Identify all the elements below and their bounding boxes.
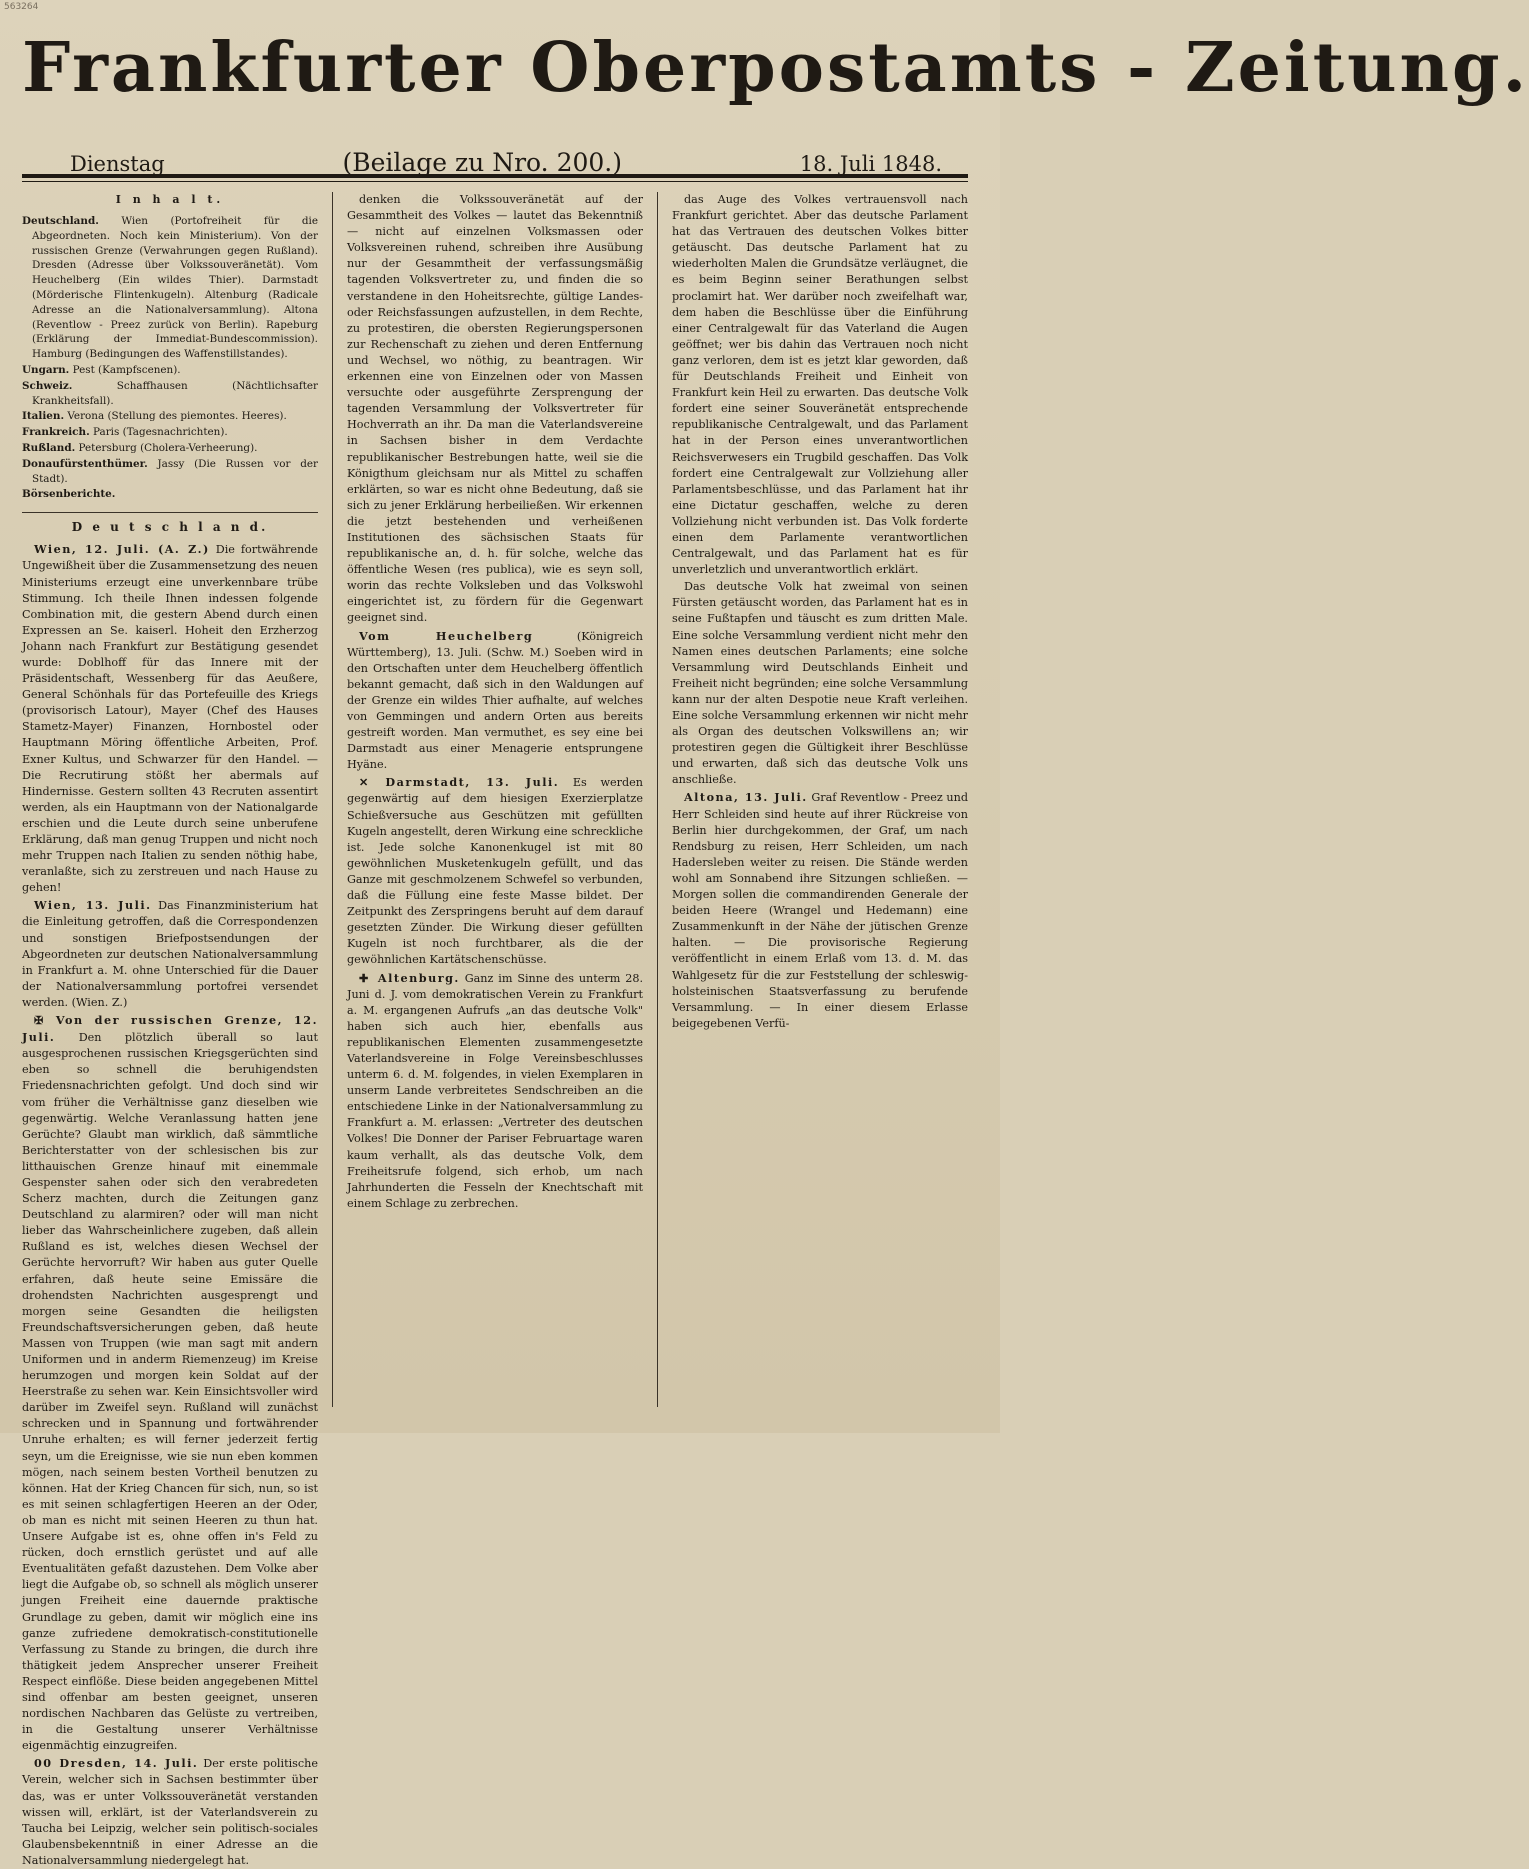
contents-list [22,214,318,502]
article-dateline: Wien, 12. Juli. (A. Z.) [34,542,210,557]
column-2 [347,192,643,1407]
contents-category: Rußland. [22,442,76,455]
article-paragraph [672,192,968,578]
column-3-articles [672,192,968,1032]
article-paragraph [22,1755,318,1869]
article-text: (Königreich Württemberg), 13. Juli. (Schw. M.) Soeben wird in den Ortschaften unter dem Heuchelberg öffentlich bekannt gemacht, daß sich in den Waldungen auf der Grenze ein wildes Thier aufhalte, auf welches von Gemmingen und andern Orten aus bereits gestreift worden. Man vermuthet, es sey eine bei Darmstadt aus einer Menagerie entsprungene Hyäne. [347,629,644,772]
contents-entry [22,425,318,440]
contents-text: Pest (Kampfscenen). [69,364,181,377]
contents-text: Wien (Portofreiheit für die Abgeordneten. Noch kein Ministerium). Von der russischen Grenze (Verwahrungen gegen Rußland). Dresden (Adresse über Volkssouveränetät). Vom Heuchelberg (Ein wildes Thier). Darmstadt (Mörderische Flintenkugeln). Altenburg (Radicale Adresse an die Nationalversammlung). Altona (Reventlow - Preez zurück von Berlin). Rapeburg (Erklärung der Immediat-Bundescommission). Hamburg (Bedingungen des Waffenstillstandes). [32,215,318,361]
article-text: Der erste politische Verein, welcher sich in Sachsen bestimmter über das, was er unter Volkssouveränetät verstanden wissen will, erklärt, ist der Vaterlandsverein zu Taucha bei Leipzig, welcher sein politisch-sociales Glaubensbekenntniß in einer Adresse an die Nationalversammlung niedergelegt hat. [22,1757,318,1867]
article-dateline: ✠ Von der russischen Grenze, 12. Juli. [22,1013,318,1045]
contents-box [22,192,318,502]
article-text: Ganz im Sinne des unterm 28. Juni d. J. vom demokratischen Verein zu Frankfurt a. M. ergangenen Aufrufs „an das deutsche Volk" haben sich auch hier, ebenfalls aus republikanischen Elementen zusammengesetzte Vaterlandsvereine in Folge Vereinsbeschlusses unterm 6. d. M. folgendes, in vielen Exemplaren in unserm Lande verbreitetes Sendschreiben an die entschiedene Linke in der Nationalversammlung zu Frankfurt a. M. erlassen: „Vertreter des deutschen Volkes! Die Donner der Pariser Februartage waren kaum verhallt, als das deutsche Volk, dem Freiheitsrufe folgend, sich erhob, um nach Jahrhunderten die Fesseln der Knechtschaft mit einem Schlage zu zerbrechen. [347,971,643,1210]
article-dateline: Vom Heuchelberg [359,628,534,643]
article-paragraph [672,789,968,1031]
contents-category: Frankreich. [22,426,90,439]
article-text: Das Finanzministerium hat die Einleitung getroffen, daß die Correspondenzen und sonstigen Briefpostsendungen der Abgeordneten zur deutschen Nationalversammlung in Frankfurt a. M. ohne Unterschied für die Dauer der Nationalversammlung portofrei versendet werden. (Wien. Z.) [22,899,318,1009]
article-paragraph [22,541,318,896]
article-paragraph [22,897,318,1011]
dateline [22,112,968,177]
issue-date: 18. Juli 1848. [799,152,942,176]
contents-entry [22,441,318,456]
contents-entry [22,487,318,502]
column-2-articles [347,192,643,1212]
contents-category: Börsenberichte. [22,488,116,501]
article-dateline: Wien, 13. Juli. [34,898,152,913]
section-divider [22,512,318,513]
column-1-articles [22,541,318,1869]
weekday: Dienstag [70,152,165,176]
article-paragraph [347,628,643,774]
contents-text: Schaffhausen (Nächtlichsafter Krankheitsfall). [32,379,318,407]
contents-text: Petersburg (Cholera-Verheerung). [75,442,258,455]
column-divider [332,192,333,1407]
contents-category: Deutschland. [22,215,99,228]
column-divider [657,192,658,1407]
article-dateline: 00 Dresden, 14. Juli. [34,1756,199,1771]
article-dateline: Altona, 13. Juli. [684,790,808,805]
contents-entry [22,379,318,409]
catalog-stamp: 563264 [4,2,39,12]
column-3 [672,192,968,1407]
article-paragraph [347,774,643,968]
contents-entry [22,457,318,487]
article-dateline: ✕ Darmstadt, 13. Juli. [359,775,560,790]
text-columns [22,192,969,1867]
contents-entry [22,214,318,362]
contents-category: Schweiz. [22,379,73,392]
contents-text: Verona (Stellung des piemontes. Heeres). [64,410,287,423]
article-text: Graf Reventlow - Preez und Herr Schleiden sind heute auf ihrer Rückreise von Berlin hier durchgekommen, der Graf, um nach Rendsburg zu reisen, Herr Schleiden, um nach Hadersleben weiter zu reisen. Die Stände werden wohl am Sonnabend ihre Sitzungen schließen. — Morgen sollen die commandirenden Generale der beiden Heere (Wrangel und Hedemann) eine Zusammenkunft in der Nähe der jütischen Grenze halten. — Die provisorische Regierung veröffentlicht in einem Erlaß vom 13. d. M. das Wahlgesetz für die zur Feststellung der schleswig-holsteinischen Staatsverfassung zu berufende Versammlung. — In einer diesem Erlasse beigegebenen Verfü- [672,791,969,1030]
column-1 [22,192,319,1867]
article-paragraph [672,579,968,788]
contents-category: Donaufürstenthümer. [22,457,148,470]
article-text: das Auge des Volkes vertrauensvoll nach Frankfurt gerichtet. Aber das deutsche Parlament hat das Vertrauen des deutschen Volkes bitter getäuscht. Das deutsche Parlament hat zu wiederholten Malen die Grundsätze verläugnet, die es beim Beginn seiner Berathungen selbst proclamirt hat. Wer darüber noch zweifelhaft war, dem haben die Beschlüsse über die Einführung einer Centralgewalt für das Vaterland die Augen geöffnet; wer bis dahin das Vertrauen noch nicht ganz verloren, dem ist es jetzt klar geworden, daß für Deutschlands Freiheit und Einheit von Frankfurt kein Heil zu erwarten. Das deutsche Volk fordert eine seiner Souveränetät entsprechende republikanische Centralgewalt, und das Parlament hat in der Person eines unverantwortlichen Reichsverwesers ein Trugbild geschaffen. Das Volk fordert eine Centralgewalt zur Vollziehung aller Parlamentsbeschlüsse, und das Parlament hat ihr eine Dictatur geschaffen, welche zu deren Vollziehung nicht verbunden ist. Das Volk forderte einen dem Parlamente verantwortlichen Centralgewalt, und das Parlament hat es für unverletzlich und unverantwortlich erklärt. [672,193,968,577]
contents-category: Italien. [22,410,65,423]
masthead: Frankfurter Oberpostamts - Zeitung. [22,28,1529,108]
contents-entry [22,409,318,424]
contents-heading: I n h a l t. [115,193,225,206]
contents-text: Jassy (Die Russen vor der Stadt). [32,457,318,485]
contents-entry [22,363,318,378]
contents-category: Ungarn. [22,364,70,377]
supplement-number: (Beilage zu Nro. 200.) [342,148,622,177]
article-text: Die fortwährende Ungewißheit über die Zusammensetzung des neuen Ministeriums erzeugt eine unverkennbare trübe Stimmung. Ich theile Ihnen indessen folgende Combination mit, die gestern Abend durch einen Expressen an Se. kaiserl. Hoheit den Erzherzog Johann nach Frankfurt zur Bestätigung gesendet wurde: Doblhoff für das Innere mit der Präsidentschaft, Wessenberg für das Aeußere, General Schönhals für das Portefeuille des Kriegs (provisorisch Latour), Mayer (Chef des Hauses Stametz-Mayer) Finanzen, Hornbostel oder Hauptmann Möring öffentliche Arbeiten, Prof. Exner Kultus, und Schwarzer für den Handel. — Die Recrutirung stößt her abermals auf Hindernisse. Gestern sollten 43 Recruten assentirt werden, als ein Hauptmann von der Nationalgarde erschien und die Leute durch seine unberufene Erklärung, daß man genug Truppen und nicht noch mehr Truppen nach Italien zu senden nöthig habe, veranlaßte, sich zu zerstreuen und nach Hause zu gehen! [22,543,319,895]
article-text: denken die Volkssouveränetät auf der Gesammtheit des Volkes — lautet das Bekenntniß — nicht auf einzelnen Volksmassen oder Volksvereinen ruhend, schreiben ihre Ausübung nur der Gesammtheit der verfassungsmäßig tagenden Volksvertreter zu, und finden die so verstandene in den Hoheitsrechte, gültige Landes- oder Reichsfassungen aufzustellen, in dem Rechte, zu protestiren, die obersten Regierungspersonen zur Rechenschaft zu ziehen und deren Entfernung und Wechsel, wo nöthig, zu beantragen. Wir erkennen eine von Einzelnen oder von Massen versuchte oder ausgeführte Zersprengung der tagenden Versammlung der Volksvertreter für Hochverrath an ihr. Da man die Vaterlandsvereine in Sachsen bisher in dem Verdachte republikanischer Bestrebungen hatte, weil sie die Königthum gleichsam nur als Mittel zu schaffen erklärten, so war es nicht ohne Bedeutung, daß sie sich zu jener Erklärung herbeiließen. Wir erkennen die jetzt bestehenden und verheißenen Institutionen des sächsischen Staats für republikanische an, d. h. für solche, welche das öffentliche Wesen (res publica), wie es seyn soll, worin das rechte Volksleben und das Volkswohl eingerichtet ist, zu fördern für die Gegenwart geeignet sind. [347,193,643,625]
article-paragraph [22,1012,318,1754]
contents-text: Paris (Tagesnachrichten). [89,426,228,439]
article-paragraph [347,192,643,627]
section-heading: D e u t s c h l a n d. [71,520,269,535]
article-text: Den plötzlich überall so laut ausgesprochenen russischen Kriegsgerüchten sind eben so schnell die beruhigendsten Friedensnachrichten gefolgt. Und doch sind wir vom früher die Verhältnisse ganz dieselben wie gegenwärtig. Welche Veranlassung hatten jene Gerüchte? Glaubt man wirklich, daß sämmtliche Berichterstatter von der schlesischen bis zur litthauischen Grenze hinauf mit einemmale Gespenster sahen oder sich den verabredeten Scherz machten, durch die Zeitungen ganz Deutschland zu alarmiren? oder will man nicht lieber das Wahrscheinlichere zugeben, daß allein Rußland es ist, welches diesen Wechsel der Gerüchte hervorruft? Wir haben aus guter Quelle erfahren, daß heute seine Emissäre die drohendsten Nachrichten ausgesprengt und morgen seine Gesandten die heiligsten Freundschaftsversicherungen geben, daß heute Massen von Truppen (wie man sagt mit andern Uniformen und in anderm Riemenzeug) im Kreise herumzogen und morgen kein Soldat auf der Heerstraße zu sehen war. Kein Einsichtsvoller wird darüber im Zweifel seyn. Rußland will zunächst schrecken und in Spannung und fortwährender Unruhe erhalten; es will ferner jederzeit fertig seyn, um die Ereignisse, wie sie nun eben kommen mögen, nach seinem besten Vortheil benutzen zu können. Hat der Krieg Chancen für sich, nun, so ist es mit seinen schlagfertigen Heeren an der Oder, ob man es nicht mit seinen Heeren zu thun hat. Unsere Aufgabe ist es, ohne offen in's Feld zu rücken, doch ernstlich gerüstet und auf alle Eventualitäten gefaßt dazustehen. Dem Volke aber liegt die Aufgabe ob, so schnell als möglich unserer jungen Freiheit eine dauernde praktische Grundlage zu geben, damit wir möglich eine ins ganze zufriedene demokratisch-constitutionelle Verfassung zu Stande zu bringen, die durch ihre thätigkeit jedem Ansprecher unserer Freiheit Respect einflöße. Diese beiden angegebenen Mittel sind offenbar am besten geeignet, unseren nordischen Nachbaren das Gelüste zu vertreiben, in die Gestaltung unserer Verhältnisse eigenmächtig einzugreifen. [22,1031,318,1753]
article-text: Es werden gegenwärtig auf dem hiesigen Exerzierplatze Schießversuche aus Geschützen mit gefüllten Kugeln angestellt, deren Wirkung eine schreckliche ist. Jede solche Kanonenkugel ist mit 80 gewöhnlichen Musketenkugeln gefüllt, und das Ganze mit geschmolzenem Schwefel so verbunden, daß die Füllung eine feste Masse bildet. Der Zeitpunkt des Zerspringens beruht auf dem darauf gesetzten Zünder. Die Wirkung dieser gefüllten Kugeln ist noch furchtbarer, als die der gewöhnlichen Kartätschenschüsse. [347,776,643,967]
article-dateline: ✚ Altenburg. [359,970,460,985]
article-paragraph [347,970,643,1212]
article-text: Das deutsche Volk hat zweimal von seinen Fürsten getäuscht worden, das Parlament hat es in seine Fußtapfen und täuscht es zum dritten Male. Eine solche Versammlung verdient nicht mehr den Namen eines deutschen Parlaments; eine solche Versammlung wird Deutschlands Einheit und Freiheit nicht begründen; eine solche Versammlung kann nur der alten Despotie neue Kraft verleihen. Eine solche Versammlung erkennen wir nicht mehr als Organ des deutschen Volkswillens an; wir protestiren gegen die Gültigkeit ihrer Beschlüsse und erwarten, daß sich das deutsche Volk uns anschließe. [672,580,968,787]
